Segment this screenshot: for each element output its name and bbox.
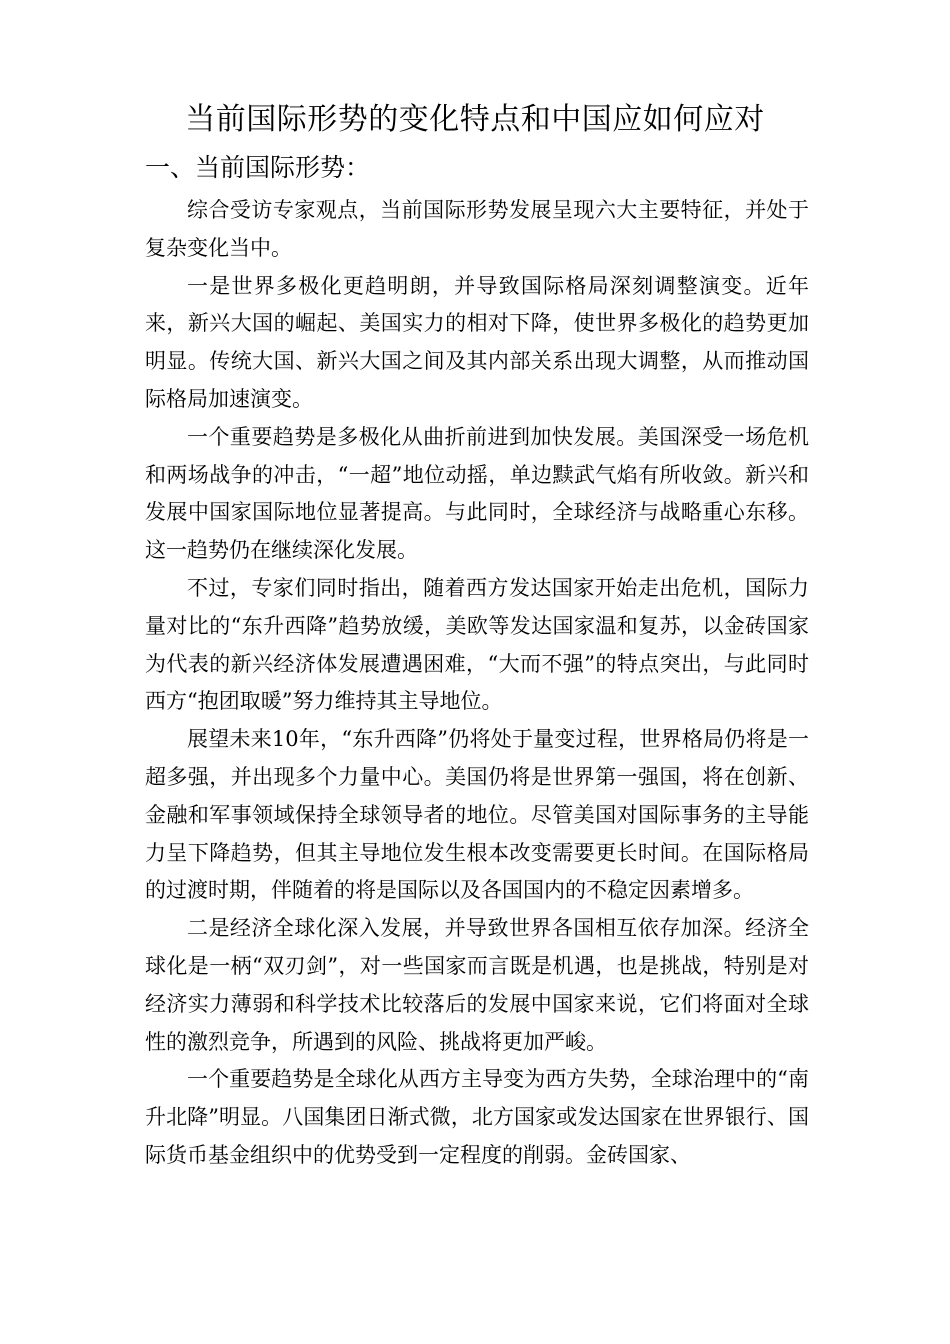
paragraph-4: 不过，专家们同时指出，随着西方发达国家开始走出危机，国际力量对比的“东升西降”趋势放缓，美欧等发达国家温和复苏，以金砖国家为代表的新兴经济体发展遭遇困难，“大而不强”的特点突出，与此同时西方“抱团取暖”努力维持其主导地位。 [145,575,809,714]
paragraph-6: 二是经济全球化深入发展，并导致世界各国相互依存加深。经济全球化是一柄“双刃剑”，对一些国家而言既是机遇，也是挑战，特别是对经济实力薄弱和科学技术比较落后的发展中国家来说，它们将面对全球性的激烈竞争，所遇到的风险、挑战将更加严峻。 [145,916,809,1054]
paragraph-5: 展望未来10年，“东升西降”仍将处于量变过程，世界格局仍将是一超多强，并出现多个力量中心。美国仍将是世界第一强国，将在创新、金融和军事领域保持全球领导者的地位。尽管美国对国际事务的主导能力呈下降趋势，但其主导地位发生根本改变需要更长时间。在国际格局的过渡时期，伴随着的将是国际以及各国国内的不稳定因素增多。 [145,727,809,903]
section-heading: 一、当前国际形势： [145,153,371,182]
paragraph-3: 一个重要趋势是多极化从曲折前进到加快发展。美国深受一场危机和两场战争的冲击，“一超”地位动摇，单边黩武气焰有所收敛。新兴和发展中国家国际地位显著提高。与此同时，全球经济与战略重心东移。这一趋势仍在继续深化发展。 [145,424,809,563]
paragraph-1: 综合受访专家观点，当前国际形势发展呈现六大主要特征，并处于复杂变化当中。 [145,198,809,260]
paragraph-7: 一个重要趋势是全球化从西方主导变为西方失势，全球治理中的“南升北降”明显。八国集团日渐式微，北方国家或发达国家在世界银行、国际货币基金组织中的优势受到一定程度的削弱。金砖国家、 [145,1067,809,1167]
document-body [145,192,809,1175]
paragraph-2: 一是世界多极化更趋明朗，并导致国际格局深刻调整演变。近年来，新兴大国的崛起、美国实力的相对下降，使世界多极化的趋势更加明显。传统大国、新兴大国之间及其内部关系出现大调整，从而推动国际格局加速演变。 [145,273,809,411]
page-title: 当前国际形势的变化特点和中国应如何应对 [185,102,765,137]
